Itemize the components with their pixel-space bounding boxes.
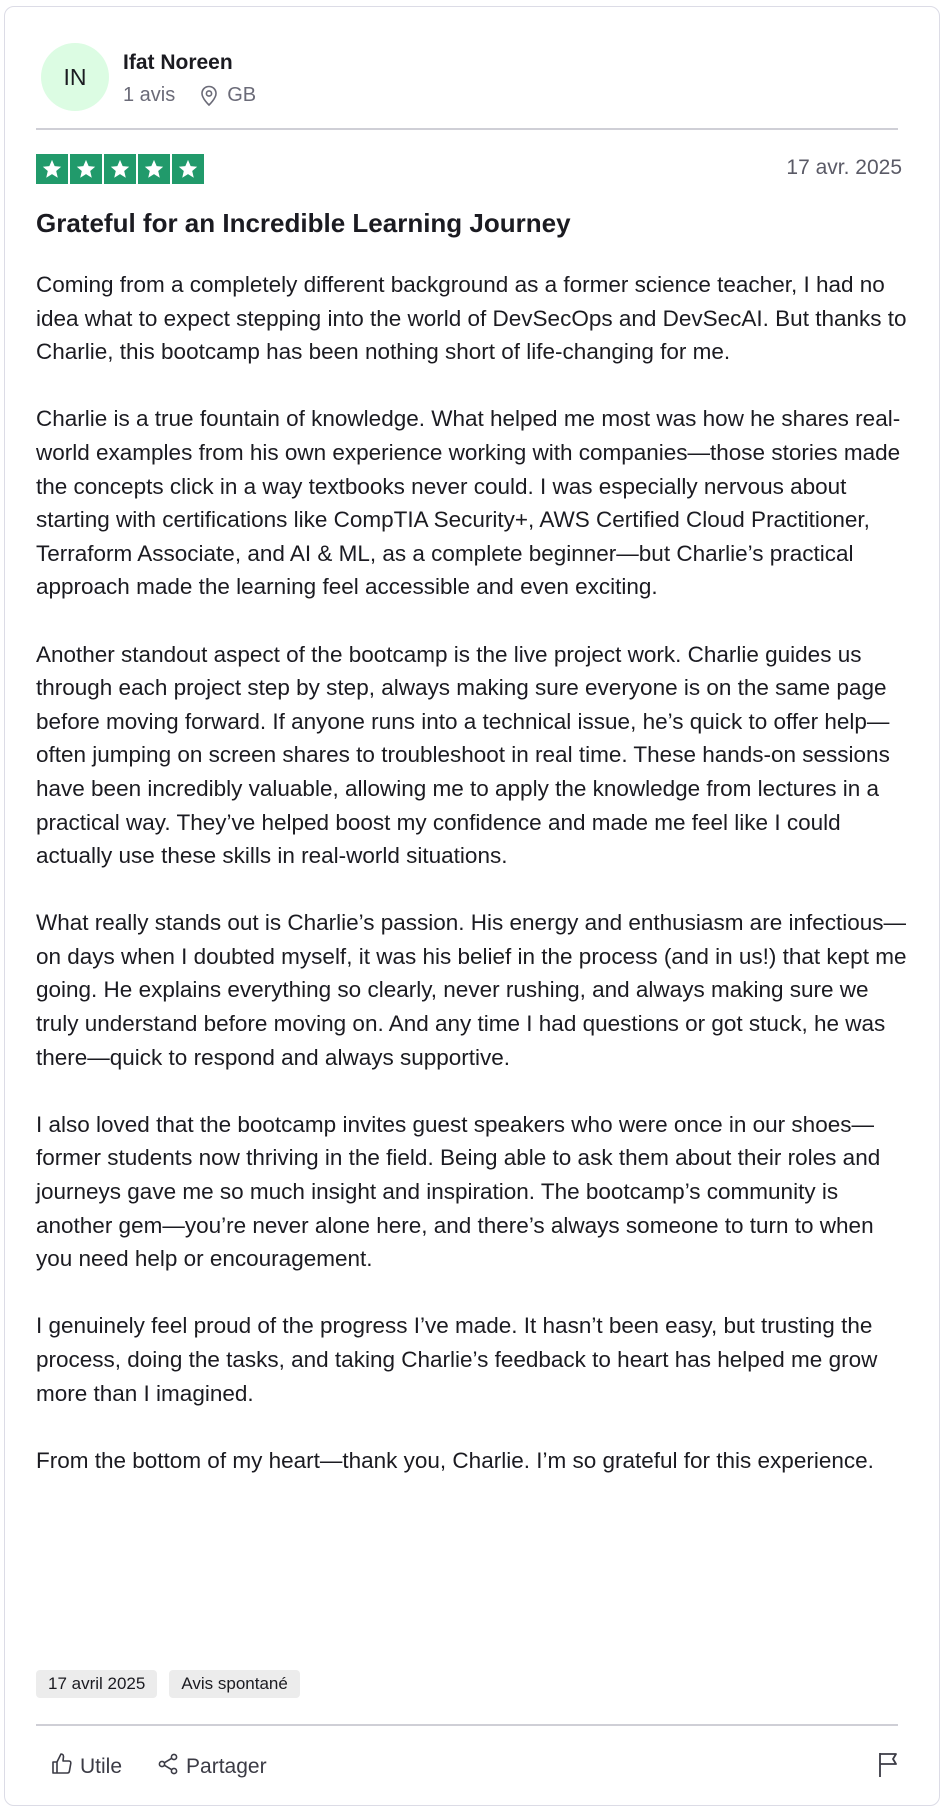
review-paragraph: What really stands out is Charlie’s passion. His energy and enthusiasm are infectious—on days when I doubted myself, it was his belief in the process (and in us!) that kept me going. He explains everything so clearly, never rushing, and always making sure we truly understand before moving on. And any time I had questions or got stuck, he was there—quick to respond and always supportive.: [36, 910, 907, 1070]
reviewer-header: [41, 43, 901, 123]
unprompted-review-tag[interactable]: Avis spontané: [169, 1670, 299, 1698]
reviewer-name[interactable]: Ifat Noreen: [123, 51, 233, 74]
star-icon: [36, 154, 68, 184]
share-label: Partager: [186, 1755, 267, 1778]
review-paragraph: From the bottom of my heart—thank you, Charlie. I’m so grateful for this experience.: [36, 1447, 874, 1473]
reviews-count: 1 avis: [123, 84, 176, 106]
share-button[interactable]: [156, 1752, 267, 1782]
star-rating: [36, 154, 204, 184]
thumbs-up-icon: [50, 1752, 74, 1782]
divider: [36, 128, 898, 130]
experience-date-tag: 17 avril 2025: [36, 1670, 157, 1698]
useful-label: Utile: [80, 1755, 123, 1778]
star-icon: [104, 154, 136, 184]
share-icon: [156, 1752, 180, 1782]
reviewer-country: GB: [227, 84, 257, 106]
review-paragraph: Another standout aspect of the bootcamp is the live project work. Charlie guides us through each project step by step, always making sure everyone is on the same page before moving forward. If anyone runs into a technical issue, he’s quick to offer help—often jumping on screen shares to troubleshoot in real time. These hands-on sessions have been incredibly valuable, allowing me to apply the knowledge from lectures in a practical way. They’ve helped boost my confidence and made me feel like I could actually use these skills in real-world situations.: [36, 641, 890, 869]
review-title[interactable]: Grateful for an Incredible Learning Journey: [36, 208, 571, 238]
useful-button[interactable]: [50, 1752, 122, 1782]
star-icon: [138, 154, 170, 184]
location-pin-icon: [199, 85, 219, 107]
review-paragraph: Coming from a completely different background as a former science teacher, I had no idea what to expect stepping into the world of DevSecOps and DevSecAI. But thanks to Charlie, this bootcamp has been nothing short of life-changing for me.: [36, 272, 907, 365]
review-date: 17 avr. 2025: [786, 156, 902, 179]
review-tags: [36, 1670, 300, 1698]
star-icon: [70, 154, 102, 184]
reviewer-meta: [123, 84, 256, 107]
review-paragraph: Charlie is a true fountain of knowledge. What helped me most was how he shares real-world examples from his own experience working with companies—those stories made the concepts click in a way textbooks never could. I was especially nervous about starting with certifications like CompTIA Security+, AWS Certified Cloud Practitioner, Terraform Associate, and AI & ML, as a complete beginner—but Charlie’s practical approach made the learning feel accessible and even exciting.: [36, 406, 901, 600]
divider: [36, 1724, 898, 1726]
review-paragraph: I also loved that the bootcamp invites guest speakers who were once in our shoes—former students now thriving in the field. Being able to ask them about their roles and journeys gave me so much insight and inspiration. The bootcamp’s community is another gem—you’re never alone here, and there’s always someone to turn to when you need help or encouragement.: [36, 1111, 881, 1272]
review-body: [36, 268, 908, 1511]
review-actions: [50, 1752, 267, 1782]
report-flag-icon[interactable]: [876, 1750, 902, 1778]
star-icon: [172, 154, 204, 184]
review-paragraph: I genuinely feel proud of the progress I’ve made. It hasn’t been easy, but trusting the process, doing the tasks, and taking Charlie’s feedback to heart has helped me grow more than I imagined.: [36, 1313, 878, 1406]
avatar[interactable]: IN: [41, 43, 109, 111]
